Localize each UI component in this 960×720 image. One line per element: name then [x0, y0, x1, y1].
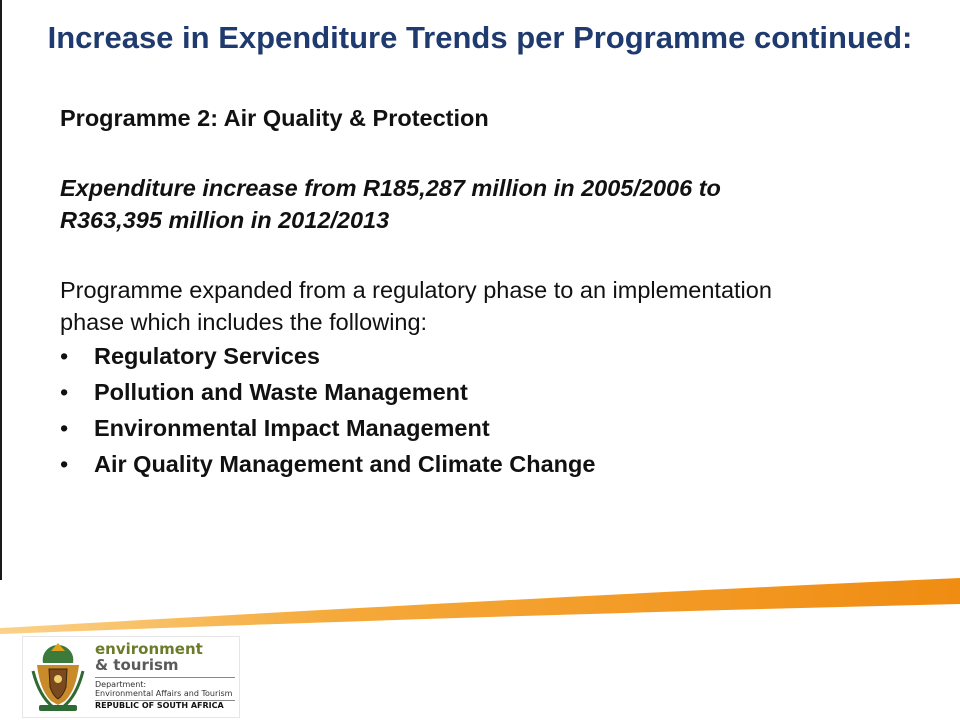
coat-of-arms-icon [29, 641, 87, 713]
left-border-rule [0, 0, 2, 580]
department-logo [22, 636, 240, 718]
logo-department-label: Department: [95, 680, 147, 689]
programme-bullet-list [60, 338, 820, 482]
slide-content [60, 102, 820, 482]
bullet-item: • Pollution and Waste Management [60, 374, 820, 410]
logo-country: REPUBLIC OF SOUTH AFRICA [95, 700, 235, 711]
bullet-item: • Regulatory Services [60, 338, 820, 374]
logo-text-block [95, 641, 237, 711]
bullet-item: • Air Quality Management and Climate Change [60, 446, 820, 482]
slide-title: Increase in Expenditure Trends per Programme continued: [47, 20, 913, 55]
logo-department-name: Environmental Affairs and Tourism [95, 689, 233, 698]
logo-line-tourism: & tourism [95, 656, 179, 674]
expenditure-highlight: Expenditure increase from R185,287 million in 2005/2006 to R363,395 million in 2012/2013 [60, 175, 721, 233]
programme-subtitle: Programme 2: Air Quality & Protection [60, 105, 489, 131]
logo-line-environment: environment [95, 640, 203, 658]
logo-divider [95, 677, 235, 678]
orange-swoosh-band [0, 570, 960, 640]
bullet-item: • Environmental Impact Management [60, 410, 820, 446]
programme-description: Programme expanded from a regulatory phase to an implementation phase which includes the following: [60, 277, 772, 335]
